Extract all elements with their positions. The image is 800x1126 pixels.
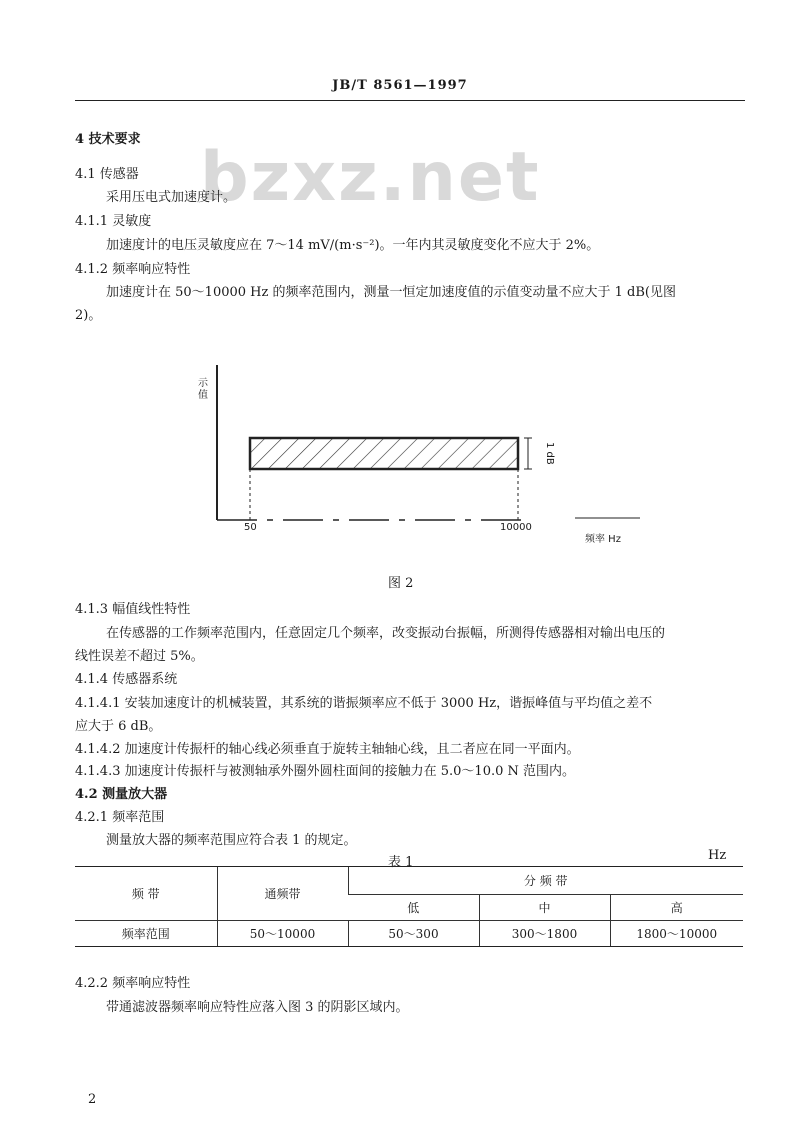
section-4-1-heading: 4.1 传感器: [75, 167, 139, 182]
figure-2: [190, 360, 650, 550]
table-1-header-mid: 中: [479, 895, 610, 921]
section-4-1-4-1-text-1: 4.1.4.1 安装加速度计的机械装置，其系统的谐振频率应不低于 3000 Hz，谐振峰值与平均值之差不: [75, 696, 653, 711]
section-4-1-text: 采用压电式加速度计。: [106, 190, 237, 205]
table-1-cell-low: 50～300: [348, 921, 479, 947]
watermark: bzxz.net: [200, 138, 541, 217]
table-1-title: 表 1: [388, 855, 414, 870]
section-4-1-3-heading: 4.1.3 幅值线性特性: [75, 602, 191, 617]
page-number: 2: [88, 1092, 97, 1107]
table-1-cell-full: 50～10000: [217, 921, 348, 947]
section-4-2-1-heading: 4.2.1 频率范围: [75, 810, 165, 825]
tolerance-band: [250, 438, 518, 469]
table-1-row-label: 频率范围: [75, 921, 217, 947]
table-1-cell-high: 1800～10000: [610, 921, 743, 947]
table-1-unit: Hz: [708, 848, 727, 863]
table-1-header-high: 高: [610, 895, 743, 921]
section-4-1-4-2-text: 4.1.4.2 加速度计传振杆的轴心线必须垂直于旋转主轴轴心线，且二者应在同一平面内。: [75, 742, 580, 757]
table-1-header-low: 低: [348, 895, 479, 921]
table-1-header-split: 分 频 带: [348, 867, 743, 895]
section-4-1-2-text-1: 加速度计在 50～10000 Hz 的频率范围内，测量一恒定加速度值的示值变动量不应大于 1 dB(见图: [106, 285, 676, 300]
section-4-1-4-1-text-2: 应大于 6 dB。: [75, 719, 162, 734]
table-1: [75, 866, 743, 947]
figure-2-band-label: 1 dB: [544, 442, 555, 465]
section-4-2-2-text: 带通滤波器频率响应特性应落入图 3 的阴影区域内。: [106, 1000, 409, 1015]
figure-2-y-label: 示值: [198, 378, 208, 401]
section-4-2-1-text: 测量放大器的频率范围应符合表 1 的规定。: [106, 833, 357, 848]
section-4-2-2-heading: 4.2.2 频率响应特性: [75, 976, 191, 991]
table-1-header-band: 频 带: [75, 867, 217, 921]
table-1-cell-mid: 300～1800: [479, 921, 610, 947]
document-header: JB/T 8561—1997: [332, 78, 468, 93]
section-4-1-1-heading: 4.1.1 灵敏度: [75, 214, 152, 229]
figure-2-x-axis-label: 频率 Hz: [585, 534, 621, 545]
section-4-1-4-3-text: 4.1.4.3 加速度计传振杆与被测轴承外圈外圆柱面间的接触力在 5.0～10.0 N 范围内。: [75, 764, 576, 779]
header-rule: [75, 100, 745, 101]
section-4-2-heading: 4.2 测量放大器: [75, 787, 168, 802]
section-4-1-4-heading: 4.1.4 传感器系统: [75, 672, 178, 687]
section-4-1-3-text-2: 线性误差不超过 5%。: [75, 649, 204, 664]
section-4-1-3-text-1: 在传感器的工作频率范围内，任意固定几个频率，改变振动台振幅，所测得传感器相对输出电压的: [106, 626, 666, 641]
section-4-heading: 4 技术要求: [75, 132, 141, 147]
section-4-1-2-heading: 4.1.2 频率响应特性: [75, 262, 191, 277]
figure-2-caption: 图 2: [388, 576, 414, 591]
section-4-1-2-text-2: 2)。: [75, 308, 102, 323]
section-4-1-1-text: 加速度计的电压灵敏度应在 7～14 mV/(m·s⁻²)。一年内其灵敏度变化不应大于 2%。: [106, 238, 600, 253]
table-1-header-full: 通频带: [217, 867, 348, 921]
figure-2-x-end: 10000: [500, 522, 532, 533]
figure-2-x-start: 50: [244, 522, 257, 533]
